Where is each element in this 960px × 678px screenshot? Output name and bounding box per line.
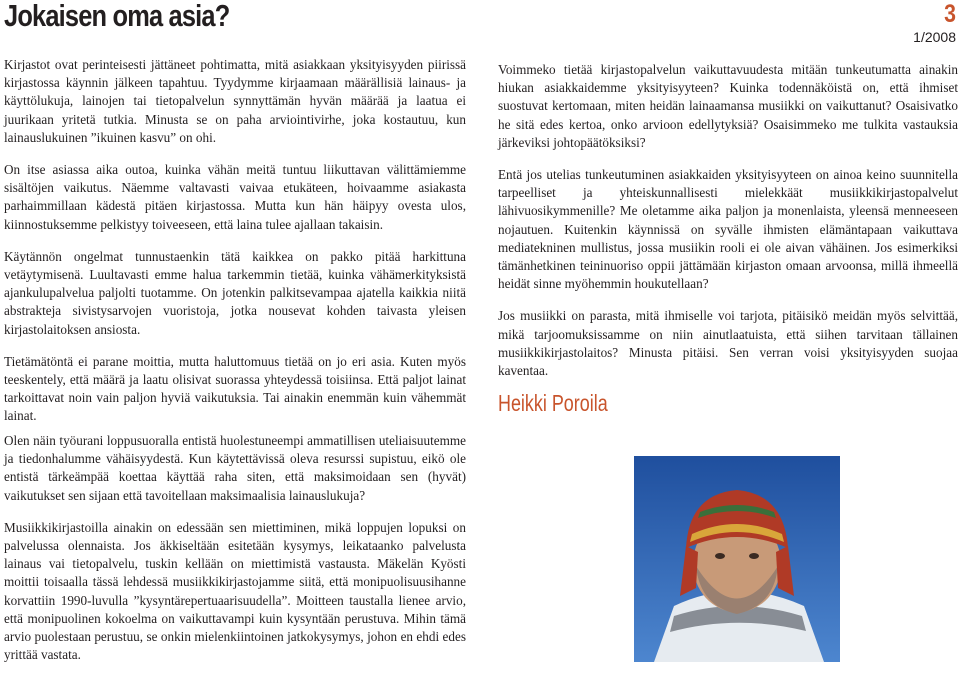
left-column xyxy=(4,56,466,440)
bottom-left-column xyxy=(4,432,466,678)
paragraph: Olen näin työurani loppusuoralla entistä huolestuneempi ammatillisen uteliaisuutemme ja tiedonhalumme vähäisyydestä. Kun käytettävissä oleva resurssi supistuu, eikö ole entistä tärkeämpää koettaa käyttää raha siten, että maksimoidaan sen (hyvät) vaikutukset sen sijaan että tavoitellaan maksimaalisia lainauslukuja? xyxy=(4,433,466,503)
paragraph: Voimmeko tietää kirjastopalvelun vaikuttavuudesta mitään tunkeutumatta ainakin hiukan asiakkaidemme yksityisyyteen? Kuinka todennäköistä on, että ihmiset suostuvat kertomaan, miten heidän lainaamansa musiikki on vaikuttanut? Osaisivatko he sitä edes kertoa, onko arvioon edellytyksiä? Osaisimmeko me tulkita vastauksia järkeviksi johtopäätöksiksi? xyxy=(498,62,958,150)
paragraph: Käytännön ongelmat tunnustaenkin tätä kaikkea on pakko pitää harkittuna vetäytymisenä. Luultavasti emme halua tarkemmin tietää, kuinka vähämerkityksistä ajankulupalvelua paljolti tuotamme. On jotenkin palkitsevampaa ajatella kaikkia niitä abstrakteja sivistysarvojen vuoristoja, jotka nousevat kohden taivasta yleisen kirjastolaitoksen ansiosta. xyxy=(4,248,466,337)
author-portrait-icon xyxy=(634,456,840,662)
page-title: Jokaisen oma asia? xyxy=(4,0,230,33)
author-signature: Heikki Poroila xyxy=(498,390,608,417)
issue-label: 1/2008 xyxy=(913,29,956,45)
paragraph: Jos musiikki on parasta, mitä ihmiselle voi tarjota, pitäisikö meidän myös selvittää, mikä tarjoomuksissamme on niin ainutlaatuista, että siihen tarvitaan tällainen musiikkikirjastolaitos? Minusta pitäisi. Sen verran voisi yksityisyyden suojaa kaventaa. xyxy=(498,308,958,379)
paragraph: Musiikkikirjastoilla ainakin on edessään sen miettiminen, mikä loppujen lopuksi on palvelussa olennaista. Jos äkkiseltään esitetään kysymys, leikataanko palvelusta lainaus vai tietopalvelu, tuskin kellään on miettimistä vastausta. Mäkelän Kyösti moittii toisaalla tässä lehdessä musiikkikirjastojamme siitä, että monipuolisuusihanne korvattiin 1990-luvulla ”kysyntärepertuaarisuudella”. Moitteen taustalla lienee arvio, että monipuolinen kokoelma on vaikuttavampi kuin kysyntään perustuva. Mihin tämä arvio puolestaan perustuu, se onkin mielenkiintoinen jatkokysymys, johon en ehdi edes yrittää vastata. xyxy=(4,519,466,663)
page-number: 3 xyxy=(944,0,956,28)
paragraph: Tietämätöntä ei parane moittia, mutta haluttomuus tietää on jo eri asia. Kuten myös teeskentely, että määrä ja laatu olisivat suorassa yhteydessä toisiinsa. Että paljot lainat tarkoittavat noin vain paljon hyviä vaikutuksia. Tai ainakin enemmän kuin vähemmät lainat. xyxy=(4,353,466,424)
paragraph: On itse asiassa aika outoa, kuinka vähän meitä tuntuu liikuttavan välittämiemme sisältöjen vaikutus. Näemme valtavasti vaivaa etukäteen, hoivaamme asiakasta parhaimmillaan kädestä pitäen kirjastossa. Mutta kun hän häipyy ovesta ulos, kiinnostuksemme pelkistyy toiveeseen, että laina tulee ajallaan takaisin. xyxy=(4,162,466,232)
paragraph: Kirjastot ovat perinteisesti jättäneet pohtimatta, mitä asiakkaan yksityisyyden piirissä kirjastossa käynnin jälkeen tapahtuu. Tyydymme kirjaamaan määrällisiä lainaus- ja käyttölukuja, lainojen tai tietopalvelun synnyttämän hyvän määrää ja laatua ei juurikaan yritetä tutkia. Minusta se on paha arviointivirhe, joka kostautuu, kun lainauslukuinen ”ikuinen kasvu” on ohi. xyxy=(4,57,466,145)
author-photo xyxy=(634,456,840,662)
right-column xyxy=(498,61,958,417)
paragraph: Entä jos utelias tunkeutuminen asiakkaiden yksityisyyteen on ainoa keino suunnitella tarpeelliset ja yhteiskunnallisesti mielekkäät musiikkikirjastopalvelut lähivuosikymmenille? Me oletamme aika paljon ja monenlaista, yleensä menneeseen nojautuen. Kuitenkin käynnissä on syvälle ihmisten elämäntapaan vaikuttava mediatekninen mullistus, jossa musiikin rooli ei ole aivan vähäinen. Jos esimerkiksi tämänhetkinen teininuoriso oppii jättämään kirjaston omaan arvoonsa, millä ihmeellä heidät sinne myöhemmin houkutellaan? xyxy=(498,167,958,292)
